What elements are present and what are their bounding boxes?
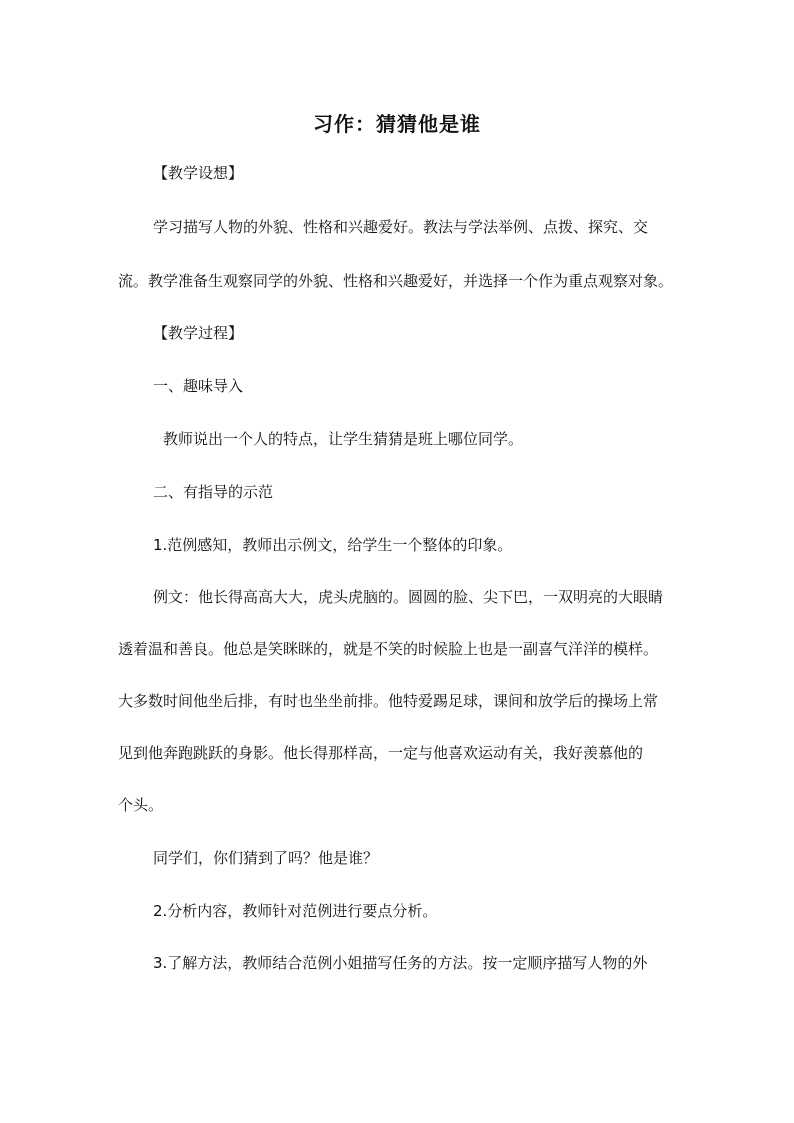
section-heading-teaching-process: 【教学过程】 (153, 324, 244, 342)
subheading-guided-demo: 二、有指导的示范 (153, 483, 274, 501)
paragraph-line: 大多数时间他坐后排，有时也坐坐前排。他特爱踢足球，课间和放学后的操场上常 (118, 692, 659, 710)
paragraph-line: 透着温和善良。他总是笑眯眯的，就是不笑的时候脸上也是一副喜气洋洋的模样。 (118, 640, 659, 658)
list-item: 3.了解方法，教师结合范例小姐描写任务的方法。按一定顺序描写人物的外 (153, 954, 648, 972)
document-title: 习作：猜猜他是谁 (313, 112, 481, 136)
paragraph-line: 见到他奔跑跳跃的身影。他长得那样高，一定与他喜欢运动有关，我好羡慕他的 (118, 744, 644, 762)
paragraph-line: 流。教学准备生观察同学的外貌、性格和兴趣爱好，并选择一个作为重点观察对象。 (118, 272, 674, 290)
section-heading-teaching-idea: 【教学设想】 (153, 164, 244, 182)
subheading-interesting-intro: 一、趣味导入 (153, 377, 244, 395)
paragraph-line: 个头。 (118, 796, 164, 814)
paragraph-line: 例文：他长得高高大大，虎头虎脑的。圆圆的脸、尖下巴，一双明亮的大眼睛 (153, 588, 664, 606)
list-item: 2.分析内容，教师针对范例进行要点分析。 (153, 902, 438, 920)
list-item: 1.范例感知，教师出示例文，给学生一个整体的印象。 (153, 536, 513, 554)
paragraph-line: 学习描写人物的外貌、性格和兴趣爱好。教法与学法举例、点拨、探究、交 (153, 218, 649, 236)
paragraph-line: 教师说出一个人的特点，让学生猜猜是班上哪位同学。 (163, 430, 524, 448)
paragraph-line: 同学们，你们猜到了吗？他是谁？ (153, 849, 379, 867)
